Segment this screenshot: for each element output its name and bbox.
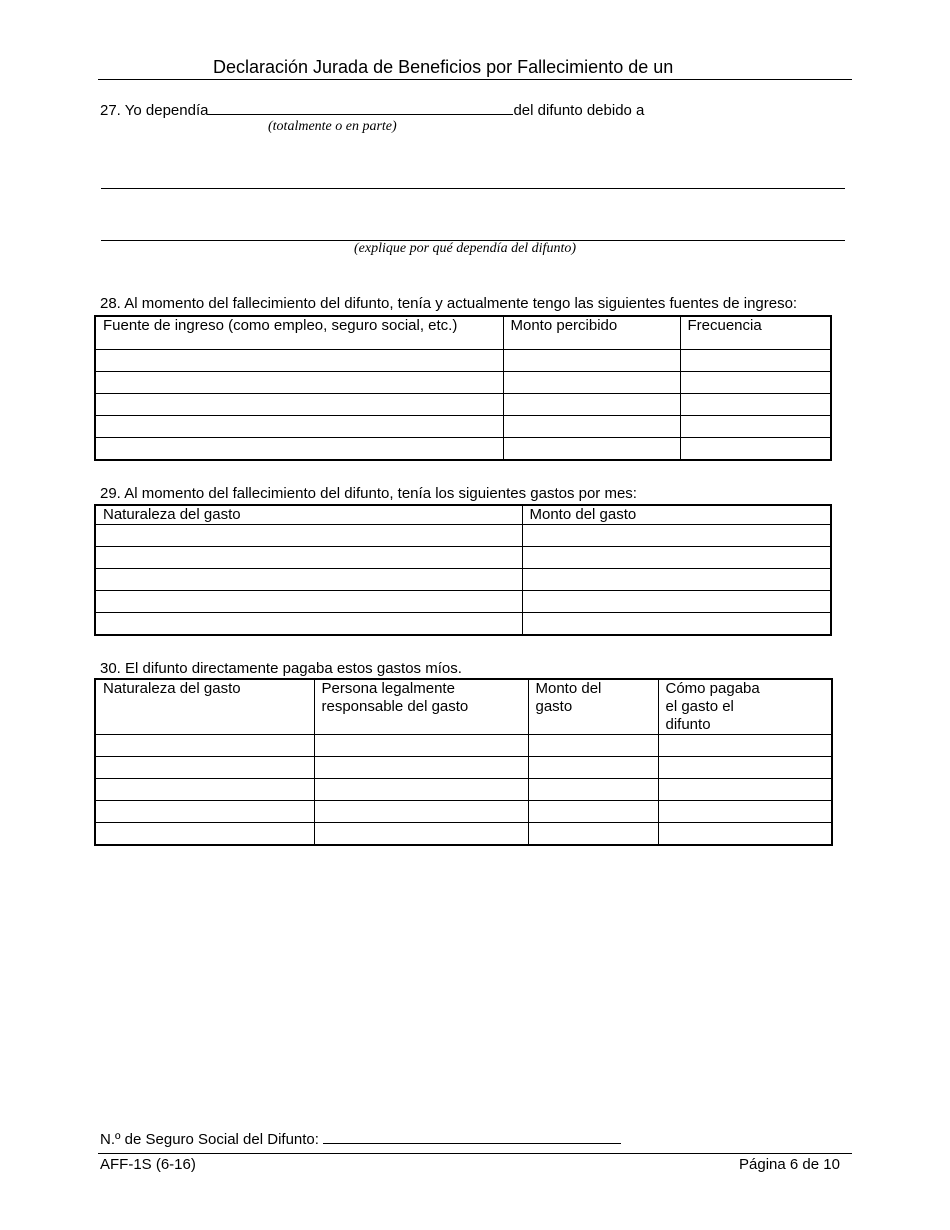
table-row — [95, 613, 831, 636]
table-row — [95, 779, 832, 801]
table-row — [95, 350, 831, 372]
table-cell[interactable] — [680, 372, 831, 394]
ssn-line — [100, 1129, 621, 1148]
column-header: Cómo pagaba el gasto el difunto — [658, 679, 832, 735]
table-cell[interactable] — [503, 438, 680, 461]
column-header: Monto del gasto — [522, 505, 831, 525]
q29-expenses-table — [94, 504, 832, 636]
table-cell[interactable] — [658, 779, 832, 801]
table-cell[interactable] — [95, 350, 503, 372]
table-cell[interactable] — [95, 569, 522, 591]
table-cell[interactable] — [95, 823, 314, 846]
q28-heading: 28. Al momento del fallecimiento del difunto, tenía y actualmente tengo las siguientes fuentes de ingreso: — [100, 295, 798, 312]
table-cell[interactable] — [95, 438, 503, 461]
table-cell[interactable] — [503, 416, 680, 438]
column-header: Monto percibido — [503, 316, 680, 350]
table-cell[interactable] — [522, 591, 831, 613]
table-row — [95, 416, 831, 438]
q30-paid-expenses-table — [94, 678, 833, 846]
q27-dependency-hint: (totalmente o en parte) — [268, 119, 397, 134]
table-cell[interactable] — [522, 525, 831, 547]
table-cell[interactable] — [522, 547, 831, 569]
table-cell[interactable] — [658, 757, 832, 779]
table-cell[interactable] — [503, 350, 680, 372]
table-cell[interactable] — [95, 416, 503, 438]
table-cell[interactable] — [658, 823, 832, 846]
table-cell[interactable] — [314, 735, 528, 757]
table-cell[interactable] — [658, 735, 832, 757]
table-cell[interactable] — [522, 613, 831, 636]
table-header-row — [95, 505, 831, 525]
page-number: Página 6 de 10 — [739, 1156, 840, 1173]
q27-explanation-hint: (explique por qué dependía del difunto) — [354, 241, 576, 256]
table-cell[interactable] — [314, 801, 528, 823]
table-cell[interactable] — [95, 801, 314, 823]
table-cell[interactable] — [95, 613, 522, 636]
table-cell[interactable] — [528, 823, 658, 846]
table-row — [95, 823, 832, 846]
table-cell[interactable] — [658, 801, 832, 823]
table-cell[interactable] — [528, 779, 658, 801]
table-cell[interactable] — [95, 547, 522, 569]
column-header: Naturaleza del gasto — [95, 505, 522, 525]
table-row — [95, 525, 831, 547]
form-id: AFF-1S (6-16) — [100, 1156, 196, 1173]
table-cell[interactable] — [522, 569, 831, 591]
table-cell[interactable] — [95, 591, 522, 613]
table-row — [95, 547, 831, 569]
q27-explanation-line-1[interactable] — [101, 188, 845, 189]
table-cell[interactable] — [95, 394, 503, 416]
q27-suffix: del difunto debido a — [513, 102, 645, 119]
table-cell[interactable] — [95, 757, 314, 779]
table-cell[interactable] — [680, 394, 831, 416]
table-cell[interactable] — [95, 779, 314, 801]
table-cell[interactable] — [503, 372, 680, 394]
q28-income-table — [94, 315, 832, 461]
table-cell[interactable] — [528, 801, 658, 823]
column-header: Monto del gasto — [528, 679, 658, 735]
table-cell[interactable] — [528, 735, 658, 757]
column-header: Naturaleza del gasto — [95, 679, 314, 735]
ssn-field[interactable] — [323, 1129, 621, 1144]
q27-prefix: 27. Yo dependía — [100, 102, 209, 119]
table-cell[interactable] — [680, 416, 831, 438]
page-title: Declaración Jurada de Beneficios por Fallecimiento de un — [213, 57, 674, 77]
column-header: Fuente de ingreso (como empleo, seguro social, etc.) — [95, 316, 503, 350]
table-row — [95, 372, 831, 394]
column-header: Persona legalmente responsable del gasto — [314, 679, 528, 735]
table-header-row — [95, 679, 832, 735]
table-row — [95, 394, 831, 416]
table-cell[interactable] — [528, 757, 658, 779]
table-cell[interactable] — [314, 779, 528, 801]
q30-heading: 30. El difunto directamente pagaba estos gastos míos. — [100, 660, 462, 677]
table-cell[interactable] — [680, 350, 831, 372]
table-row — [95, 757, 832, 779]
table-row — [95, 591, 831, 613]
footer-divider — [98, 1153, 852, 1154]
table-header-row — [95, 316, 831, 350]
q27-dependency-field[interactable] — [208, 100, 513, 115]
table-row — [95, 569, 831, 591]
table-cell[interactable] — [95, 525, 522, 547]
q27-line — [100, 100, 644, 119]
ssn-label: N.º de Seguro Social del Difunto: — [100, 1131, 319, 1148]
table-row — [95, 801, 832, 823]
table-row — [95, 438, 831, 461]
column-header: Frecuencia — [680, 316, 831, 350]
header-divider — [98, 79, 852, 80]
table-cell[interactable] — [503, 394, 680, 416]
table-cell[interactable] — [314, 757, 528, 779]
q29-heading: 29. Al momento del fallecimiento del difunto, tenía los siguientes gastos por mes: — [100, 485, 637, 502]
table-cell[interactable] — [95, 372, 503, 394]
table-cell[interactable] — [314, 823, 528, 846]
table-cell[interactable] — [680, 438, 831, 461]
table-row — [95, 735, 832, 757]
table-cell[interactable] — [95, 735, 314, 757]
